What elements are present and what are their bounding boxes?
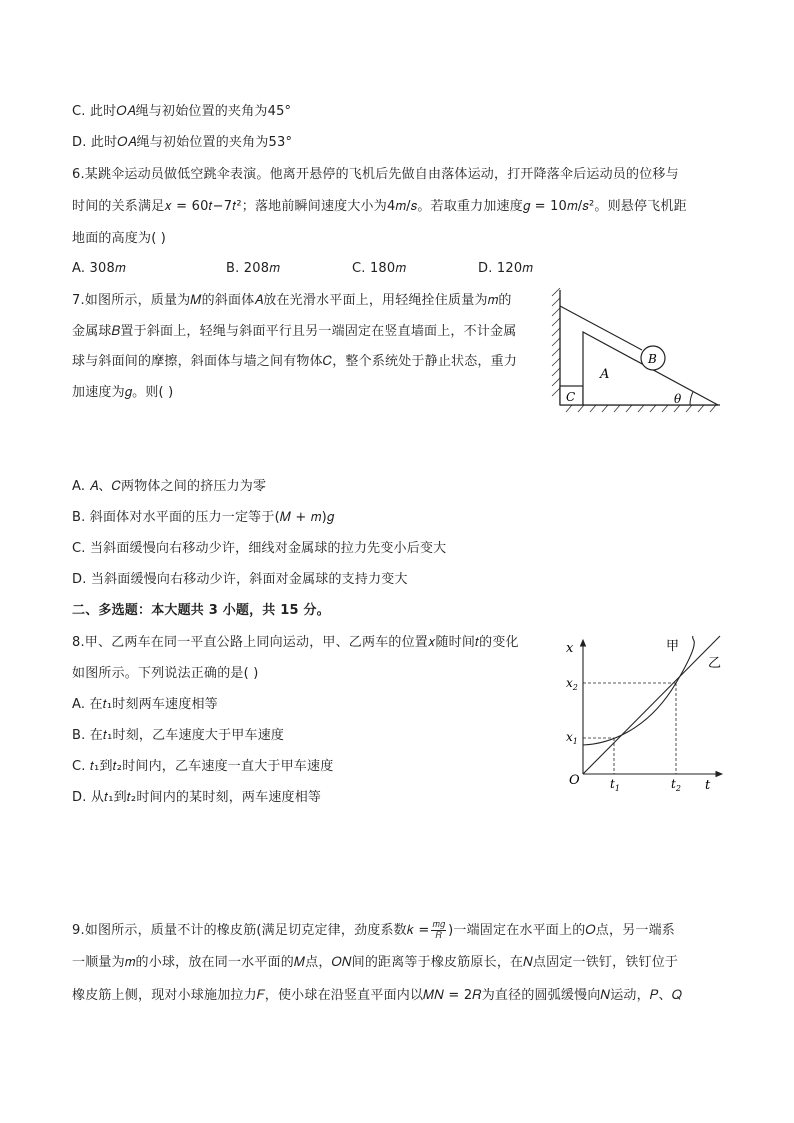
q7-option-d: D. 当斜面缓慢向右移动少许，斜面对金属球的支持力变大 [72, 572, 408, 587]
label-x1: $x_1$ [566, 730, 578, 746]
q9-text-line2: 一顺量为𝑚的小球，放在同一水平面的𝑀点，𝑂𝑁间的距离等于橡皮筋原长，在𝑁点固定一铁钉，铁钉位于 [72, 955, 679, 970]
q6-option-c: C. 180𝑚 [352, 261, 407, 276]
q6-option-d: D. 120𝑚 [478, 261, 534, 276]
q7-text-line2: 金属球𝐵置于斜面上，轻绳与斜面平行且另一端固定在竖直墙面上，不计金属 [72, 324, 517, 339]
q8-option-b: B. 在𝑡₁时刻，乙车速度大于甲车速度 [72, 728, 285, 743]
q8-text-line2: 如图所示。下列说法正确的是( ) [72, 666, 259, 681]
label-c: C [566, 390, 576, 404]
q7-text-line1: 7.如图所示，质量为𝑀的斜面体𝐴放在光滑水平面上，用轻绳拴住质量为𝑚的 [72, 293, 512, 308]
q7-incline-figure [548, 288, 728, 414]
label-t1: $t_1$ [610, 777, 620, 793]
q6-text-line1: 6.某跳伞运动员做低空跳伞表演。他离开悬停的飞机后先做自由落体运动，打开降落伞后运动员的位移与 [72, 167, 679, 182]
q8-option-c: C. 𝑡₁到𝑡₂时间内，乙车速度一直大于甲车速度 [72, 759, 334, 774]
q9-fraction-denominator: 𝑅 [435, 931, 443, 941]
wall-hatching [552, 288, 560, 396]
label-b: B [648, 352, 657, 366]
q9-text-line1 [72, 920, 675, 941]
q7-text-line3: 球与斜面间的摩擦，斜面体与墙之间有物体𝐶，整个系统处于静止状态，重力 [72, 354, 518, 369]
q9-text-line3: 橡皮筋上侧，现对小球施加拉力𝐹，使小球在沿竖直平面内以𝑀𝑁 = 2𝑅为直径的圆弧缓慢向𝑁运动，𝑃、𝑄 [72, 988, 683, 1003]
label-jia: 甲 [666, 639, 680, 654]
q5-option-d: D. 此时𝑂𝐴绳与初始位置的夹角为53° [72, 135, 293, 150]
q9-line1-post: )一端固定在水平面上的𝑂点，另一端系 [448, 923, 675, 938]
label-x2: $x_2$ [566, 676, 578, 692]
q5-option-c: C. 此时𝑂𝐴绳与初始位置的夹角为45° [72, 104, 292, 119]
q8-option-a: A. 在𝑡₁时刻两车速度相等 [72, 697, 218, 712]
label-theta: θ [674, 392, 682, 406]
q9-line1-pre: 9.如图所示，质量不计的橡皮筋(满足切克定律，劲度系数𝑘 = [72, 923, 430, 938]
y-axis-label: x [566, 641, 574, 656]
x-axis-label: t [705, 778, 711, 793]
q9-fraction [431, 920, 446, 941]
q6-text-line3: 地面的高度为( ) [72, 231, 167, 246]
q7-option-b: B. 斜面体对水平面的压力一定等于(𝑀 + 𝑚)𝑔 [72, 510, 335, 525]
q6-text-line2: 时间的关系满足𝑥 = 60𝑡−7𝑡²；落地前瞬间速度大小为4𝑚/𝑠。若取重力加速度𝑔 = 10𝑚/𝑠²。则悬停飞机距 [72, 199, 687, 214]
q6-option-b: B. 208𝑚 [226, 261, 280, 276]
label-yi: 乙 [708, 656, 722, 671]
q7-option-a: A. 𝐴、𝐶两物体之间的挤压力为零 [72, 479, 267, 494]
ground-hatching [566, 405, 716, 412]
q8-option-d: D. 从𝑡₁到𝑡₂时间内的某时刻，两车速度相等 [72, 790, 322, 805]
q9-fraction-numerator: 𝑚𝑔 [432, 920, 446, 930]
label-t2: $t_2$ [671, 777, 681, 793]
q8-xt-graph [562, 632, 730, 794]
line-yi [583, 636, 720, 774]
q7-text-line4: 加速度为𝑔。则( ) [72, 385, 174, 400]
origin-label: O [569, 773, 580, 788]
q7-option-c: C. 当斜面缓慢向右移动少许，细线对金属球的拉力先变小后变大 [72, 541, 447, 556]
q8-text-line1: 8.甲、乙两车在同一平直公路上同向运动，甲、乙两车的位置𝑥随时间𝑡的变化 [72, 635, 519, 650]
section-heading: 二、多选题：本大题共 3 小题，共 15 分。 [72, 603, 330, 618]
q6-option-a: A. 308𝑚 [72, 261, 126, 276]
label-a: A [600, 367, 610, 382]
